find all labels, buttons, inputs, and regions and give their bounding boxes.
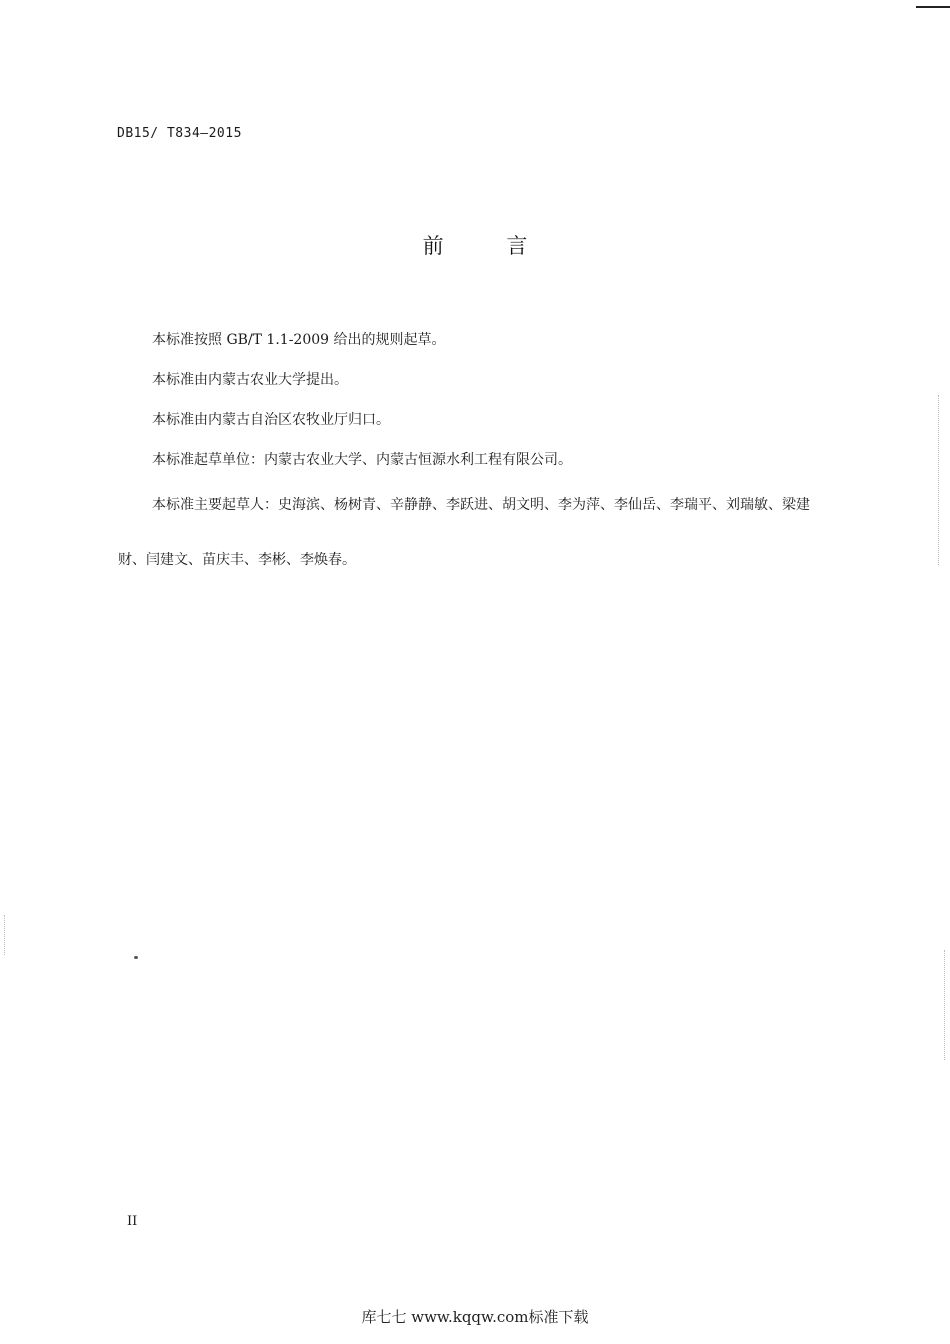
paragraph-centralized-unit: 本标准由内蒙古自治区农牧业厅归口。 bbox=[152, 412, 390, 428]
paragraph-drafters: 本标准主要起草人：史海滨、杨树青、辛静静、李跃进、胡文明、李为萍、李仙岳、李瑞平、刘瑞敏、梁建财、闫建文、苗庆丰、李彬、李焕春。 bbox=[118, 497, 810, 568]
scan-edge-dots bbox=[944, 950, 946, 1060]
paragraph-drafting-rules: 本标准按照 GB/T 1.1-2009 给出的规则起草。 bbox=[152, 332, 446, 348]
scan-edge-dots bbox=[4, 915, 6, 955]
scan-speck bbox=[134, 956, 138, 959]
document-code: DB15/ T834—2015 bbox=[117, 126, 242, 141]
scan-edge-dots bbox=[938, 395, 940, 565]
page-number: II bbox=[127, 1214, 138, 1229]
section-title: 前 言 bbox=[422, 234, 556, 258]
paragraph-drafting-units: 本标准起草单位：内蒙古农业大学、内蒙古恒源水利工程有限公司。 bbox=[152, 452, 572, 468]
paragraph-proposer: 本标准由内蒙古农业大学提出。 bbox=[152, 372, 348, 388]
corner-scan-mark bbox=[916, 6, 950, 8]
footer-watermark: 库七七 www.kqqw.com标准下载 bbox=[361, 1308, 589, 1326]
